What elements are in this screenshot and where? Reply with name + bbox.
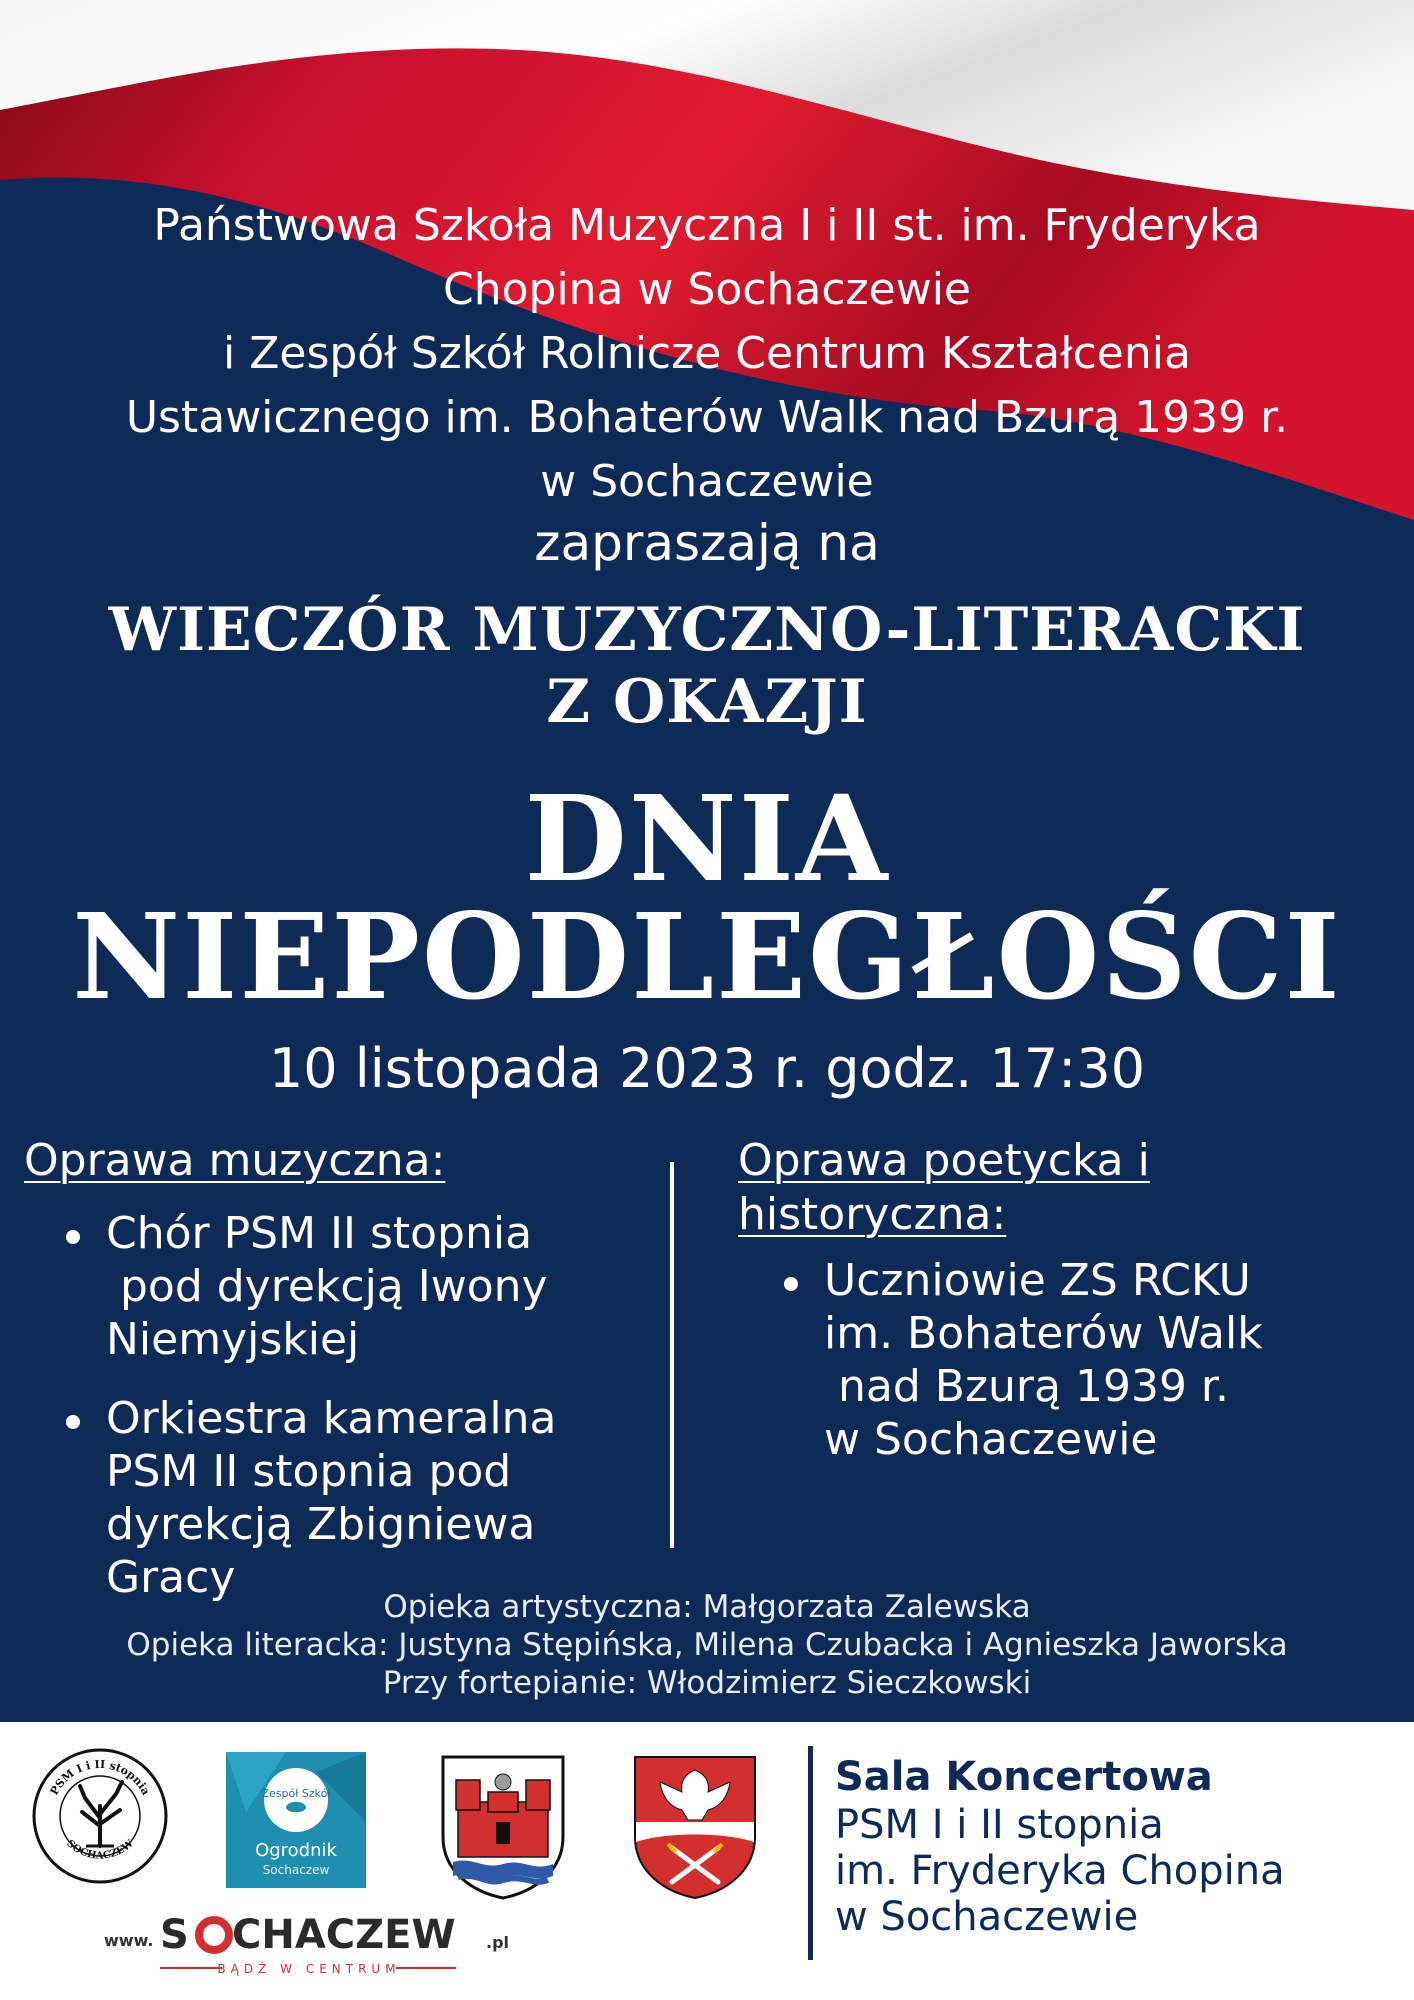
list-item-line: pod dyrekcją Iwony bbox=[106, 1261, 548, 1312]
list-item-line: Niemyjskiej bbox=[106, 1314, 360, 1365]
psm-logo-top-text: PSM I i II stopnia bbox=[47, 1757, 153, 1798]
bullet-icon bbox=[66, 1415, 80, 1429]
web-suffix-text: .pl bbox=[486, 1933, 510, 1952]
event-date: 10 listopada 2023 r. godz. 17:30 bbox=[268, 1037, 1146, 1100]
list-item-line: PSM II stopnia pod bbox=[106, 1446, 512, 1497]
powiat-coat-of-arms-icon bbox=[630, 1752, 760, 1902]
headline-line-2: NIEPODLEGŁOŚCI bbox=[72, 887, 1342, 1026]
right-heading-line: historyczna: bbox=[738, 1189, 1007, 1240]
event-line-1: WIECZÓR MUZYCZNO-LITERACKI bbox=[108, 595, 1306, 665]
org-line-3: i Zespół Szkół Rolnicze Centrum Kształcenia bbox=[223, 328, 1191, 379]
list-item-line: Chór PSM II stopnia bbox=[106, 1208, 533, 1259]
venue-line-3: w Sochaczewie bbox=[835, 1894, 1139, 1940]
psm-school-logo-icon bbox=[30, 1746, 170, 1886]
list-item bbox=[66, 1207, 666, 1366]
list-item bbox=[66, 1392, 666, 1604]
list-item bbox=[784, 1254, 1384, 1466]
list-item-line: Gracy bbox=[106, 1552, 236, 1603]
column-divider bbox=[670, 1162, 674, 1548]
sochaczew-pl-logo-icon bbox=[104, 1910, 534, 1980]
list-item-line: im. Bohaterów Walk bbox=[824, 1308, 1263, 1359]
web-slogan-text: BĄDŹ W CENTRUM bbox=[217, 1962, 401, 1976]
ogrodnik-text: Ogrodnik bbox=[255, 1840, 337, 1861]
psm-logo-bottom-text: SOCHACZEW bbox=[64, 1838, 136, 1862]
venue-title: Sala Koncertowa bbox=[835, 1754, 1213, 1800]
web-name-text: CHACZEW bbox=[232, 1912, 456, 1958]
left-column-heading: Oprawa muzyczna: bbox=[24, 1135, 446, 1186]
right-column-heading bbox=[738, 1134, 1150, 1242]
list-item-line: Uczniowie ZS RCKU bbox=[824, 1255, 1251, 1306]
right-heading-line: Oprawa poetycka i bbox=[738, 1135, 1150, 1186]
headline bbox=[0, 769, 1414, 1026]
organizers bbox=[0, 194, 1414, 514]
credits bbox=[0, 1588, 1414, 1702]
zespol-logo-text: Zespół Szkół bbox=[261, 1787, 331, 1800]
headline-line-1: DNIA bbox=[524, 769, 890, 908]
org-line-1: Państwowa Szkoła Muzyczna I i II st. im. Fryderyka bbox=[153, 200, 1261, 251]
org-line-4: Ustawicznego im. Bohaterów Walk nad Bzurą 1939 r. bbox=[125, 392, 1289, 443]
event-title bbox=[0, 594, 1414, 738]
bullet-icon bbox=[66, 1230, 80, 1244]
bullet-icon bbox=[784, 1277, 798, 1291]
org-line-5: w Sochaczewie bbox=[540, 456, 874, 507]
web-name-first-letter: S bbox=[160, 1912, 189, 1958]
event-line-2: Z OKAZJI bbox=[546, 667, 868, 737]
credit-literary: Opieka literacka: Justyna Stępińska, Milena Czubacka i Agnieszka Jaworska bbox=[126, 1627, 1288, 1663]
right-column-list bbox=[784, 1254, 1384, 1492]
credit-piano: Przy fortepianie: Włodzimierz Sieczkowski bbox=[382, 1665, 1032, 1701]
ogrodnik-city-text: Sochaczew bbox=[262, 1863, 330, 1877]
venue-line-2: im. Fryderyka Chopina bbox=[835, 1848, 1285, 1894]
list-item-line: w Sochaczewie bbox=[824, 1414, 1158, 1465]
footer-divider bbox=[808, 1746, 813, 1960]
list-item-line: Orkiestra kameralna bbox=[106, 1393, 557, 1444]
org-line-2: Chopina w Sochaczewie bbox=[442, 264, 972, 315]
web-prefix-text: www. bbox=[104, 1931, 154, 1950]
invite-text: zapraszają na bbox=[534, 514, 880, 572]
zespol-szkol-ogrodnik-logo-icon bbox=[226, 1752, 366, 1888]
venue-line-1: PSM I i II stopnia bbox=[835, 1802, 1164, 1848]
sochaczew-coat-of-arms-icon bbox=[438, 1752, 568, 1902]
left-column-list bbox=[66, 1207, 666, 1630]
list-item-line: dyrekcją Zbigniewa bbox=[106, 1499, 536, 1550]
credit-artistic: Opieka artystyczna: Małgorzata Zalewska bbox=[383, 1589, 1031, 1625]
list-item-line: nad Bzurą 1939 r. bbox=[824, 1361, 1229, 1412]
